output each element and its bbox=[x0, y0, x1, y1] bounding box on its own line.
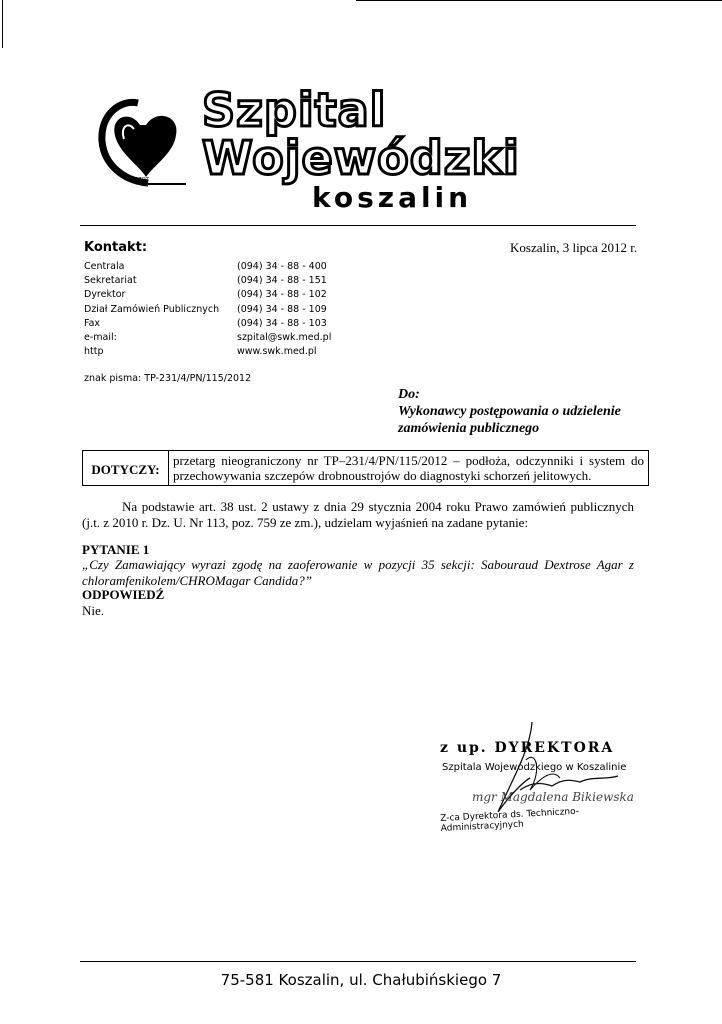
subject-text: przetarg nieograniczony nr TP–231/4/PN/115/2012 – podłoża, odczynniki i system do przechowywania szczepów drobnoustrojów do diagnostyki schorzeń jelitowych. bbox=[173, 453, 644, 483]
letter-date: Koszalin, 3 lipca 2012 r. bbox=[510, 240, 638, 255]
addressee-line: Wykonawcy postępowania o udzielenie bbox=[398, 404, 621, 419]
footer-divider bbox=[80, 961, 636, 962]
contact-row: Dyrektor (094) 34 - 88 - 102 bbox=[84, 289, 327, 301]
addressee-block bbox=[398, 386, 621, 437]
answer-heading: ODPOWIEDŹ bbox=[82, 587, 165, 602]
logo-line-szpital: Szpital bbox=[202, 83, 387, 137]
stamp-name: mgr Magdalena Bikiewska bbox=[472, 790, 634, 804]
contact-table bbox=[84, 260, 331, 359]
stamp-position: Z-ca Dyrektora ds. Techniczno-Administracyjnych bbox=[440, 806, 580, 834]
intro-paragraph: Na podstawie art. 38 ust. 2 ustawy z dnia 29 stycznia 2004 roku Prawo zamówień publicznych (j.t. z 2010 r. Dz. U. Nr 113, poz. 759 ze zm.), udzielam wyjaśnień na zadane pytanie: bbox=[82, 499, 634, 530]
handwritten-signature-icon bbox=[460, 720, 630, 820]
question-heading: PYTANIE 1 bbox=[82, 542, 150, 557]
addressee-line: zamówienia publicznego bbox=[398, 421, 540, 436]
logo-line-koszalin: koszalin bbox=[312, 181, 473, 214]
reference-number: znak pisma: TP-231/4/PN/115/2012 bbox=[84, 373, 252, 384]
addressee-line: Do: bbox=[398, 387, 420, 402]
contact-row: Sekretariat (094) 34 - 88 - 151 bbox=[84, 275, 327, 287]
logo-line-wojewodzki: Wojewódzki bbox=[202, 131, 520, 185]
logo-emblem-text: SPZOZ bbox=[132, 177, 149, 183]
contact-row: e-mail: szpital@swk.med.pl bbox=[84, 332, 332, 344]
answer-text: Nie. bbox=[82, 603, 105, 618]
contact-title: Kontakt: bbox=[84, 240, 148, 255]
contact-row: Centrala (094) 34 - 88 - 400 bbox=[84, 261, 327, 272]
hospital-logo bbox=[90, 85, 580, 220]
scan-edge-left bbox=[2, 0, 3, 48]
contact-row: http www.swk.med.pl bbox=[84, 346, 317, 358]
subject-label: DOTYCZY: bbox=[83, 451, 169, 485]
signature-stamp bbox=[440, 740, 640, 840]
contact-row: Fax (094) 34 - 88 - 103 bbox=[84, 317, 327, 329]
heart-emblem-icon bbox=[90, 95, 190, 190]
footer-address: 75-581 Koszalin, ul. Chałubińskiego 7 bbox=[220, 971, 502, 989]
contact-row: Dział Zamówień Publicznych (094) 34 - 88 - 109 bbox=[84, 303, 327, 315]
stamp-authorization: z up. DYREKTORA bbox=[440, 740, 615, 756]
scan-edge-top bbox=[356, 0, 722, 1]
stamp-institution: Szpitala Wojewódzkiego w Koszalinie bbox=[442, 762, 627, 773]
subject-box bbox=[82, 450, 649, 486]
header-divider bbox=[80, 225, 636, 226]
question-text: „Czy Zamawiający wyrazi zgodę na zaoferowanie w pozycji 35 sekcji: Sabouraud Dextrose Agar z chloramfenikolem/CHROMagar Candida?” bbox=[82, 557, 634, 588]
